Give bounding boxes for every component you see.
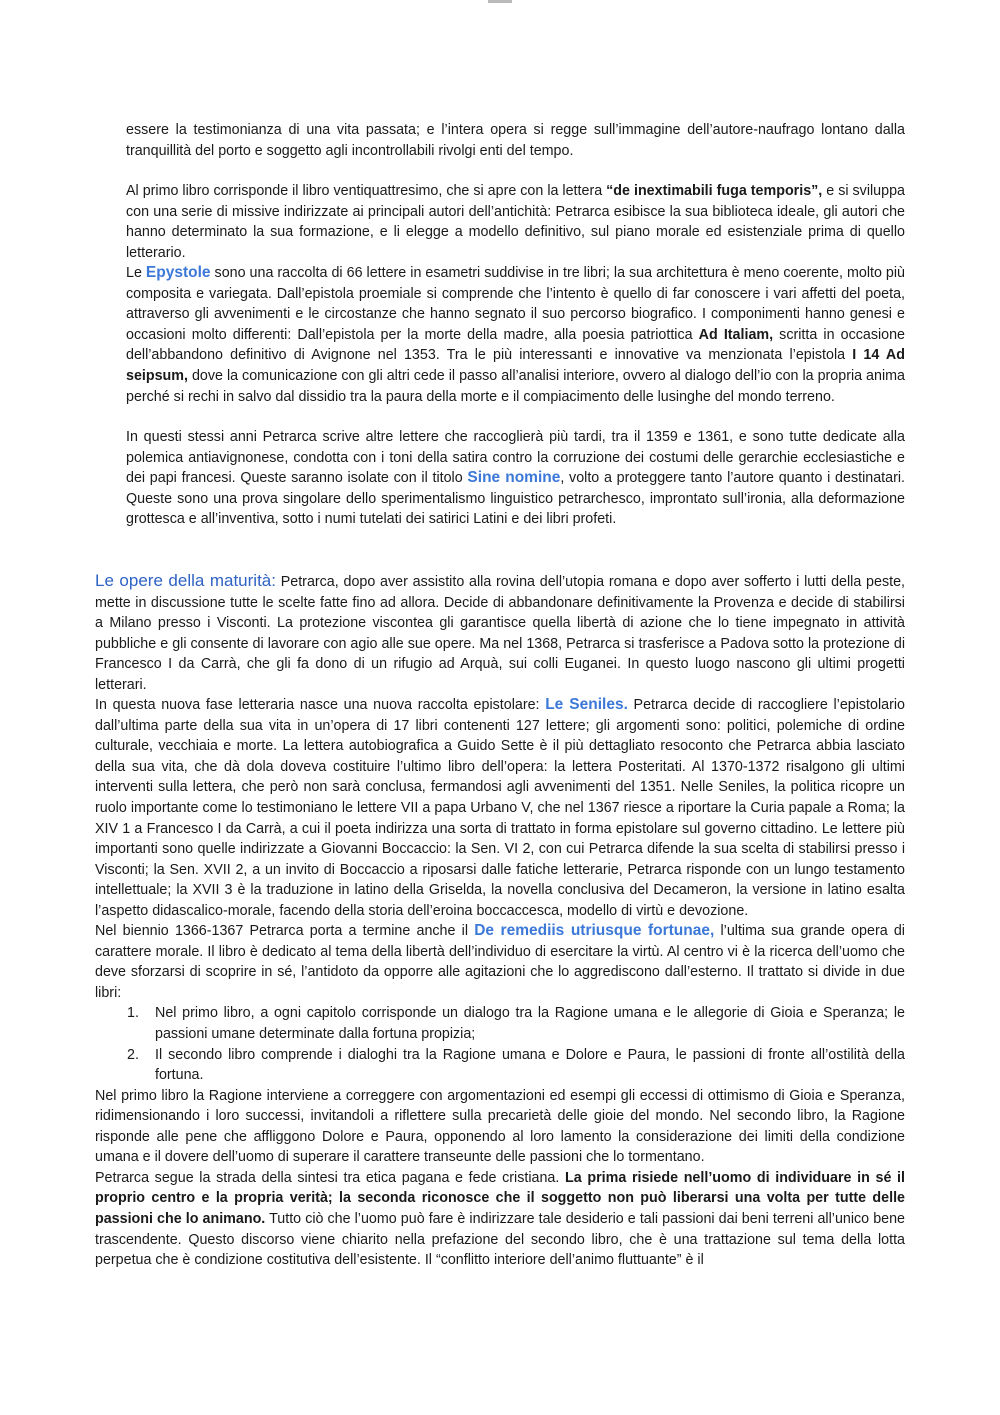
title-de-remediis: De remediis utriusque fortunae, (474, 922, 715, 940)
section-heading: Le opere della maturità: (95, 571, 276, 590)
paragraph-epystole: Le Epystole sono una raccolta di 66 lettere in esametri suddivise in tre libri; la sua architettura è meno coerente, molto più composita e variegata. Dall’epistola proemiale si comprende che l’intento è quello di far conoscere i vari affetti del poeta, attraverso gli avvenimenti e le circostanze che hanno segnato il suo percorso biografico. I componimenti hanno genesi e occasioni molto differenti: Dall’epistola per la morte della madre, alla poesia patriottica Ad Italiam, scritta in occasione dell’abbandono definitivo di Avignone nel 1353. Tra le più interessanti e innovative va menzionata l’epistola I 14 Ad seipsum, dove la comunicazione con gli altri cede il passo all’analisi interiore, ovvero al dialogo dell’io con la propria anima perché si rechi in salvo dal dissidio tra la paura della morte e il compiacimento delle lusinghe del mondo terreno. (126, 264, 906, 405)
full-width-block (95, 571, 905, 1271)
paragraph-reason: Nel primo libro la Ragione interviene a correggere con argomentazioni ed esempi gli eccessi di ottimismo di Gioia e Speranza, ridimensionando i loro successi, invitandoli a riflettere sulla precarietà delle gioie del mondo. Nel secondo libro, la Ragione risponde alle pene che affliggono Dolore e Paura, opponendo al loro lamento la considerazione dei limiti della condizione umana e il dovere dell’uomo di superare il carattere transeunte delle passioni che lo tormentano. (95, 1087, 905, 1166)
paragraph-synthesis: Petrarca segue la strada della sintesi tra etica pagana e fede cristiana. La prima risiede nell’uomo di individuare in sé il proprio centro e la propria verità; la seconda riconosce che il soggetto non può liberarsi una volta per tutte delle passioni che lo animano. Tutto ciò che l’uomo può fare è indirizzare tale desiderio e tali passioni dai beni terreni all’unico bene trascendente. Questo discorso viene chiarito nella prefazione del secondo libro, che è una trattazione sul tema della lotta perpetua che è condizione costitutiva dell’esistente. Il “conflitto interiore dell’animo fluttuante” è il (95, 1169, 905, 1269)
paragraph-seniles: In questa nuova fase letteraria nasce una nuova raccolta epistolare: Le Seniles. Petrarca decide di raccogliere l’epistolario dall’ultima parte della sua vita in un’opera di 17 libri contenenti 127 lettere; gli argomenti sono: politici, polemiche di ordine culturale, vecchiaia e morte. La lettera autobiografica a Guido Sette è il più dettagliato resoconto che Petrarca abbia lasciato della sua vita, che dà dola doveva costituire l’ultimo libro dell’opera: la lettera Posteritati. Al 1370-1372 risalgono gli ultimi interventi sulla lettera, che però non sarà conclusa, fermandosi agli avvenimenti del 1351. Nelle Seniles, la politica ricopre un ruolo importante come lo testimoniano le lettere VII a papa Urbano V, che nel 1367 riesce a riportare la Curia papale a Roma; la XIV 1 a Francesco I da Carrà, a cui il poeta indirizza una sorta di trattato in forma epistolare sul governo cittadino. Le lettere più importanti sono quelle indirizzate a Giovanni Boccaccio: la Sen. VI 2, con cui Petrarca difende la sua scelta di stabilirsi presso i Visconti; la Sen. XVII 2, a un invito di Boccaccio a riposarsi dalle fatiche letterarie, Petrarca risponde con un lungo testamento intellettuale; la XVII 3 è la traduzione in latino della Griselda, la novella conclusiva del Decameron, la versione in latino esalta l’aspetto didascalico-morale, facendo della storia dell’eroina boccaccesca, modello di virtù e devozione. (95, 696, 905, 919)
list-item: 1. Nel primo libro, a ogni capitolo corrisponde un dialogo tra la Ragione umana e le allegorie di Gioia e Speranza; le passioni umane determinate dalla fortuna propizia; (127, 1005, 905, 1043)
list-item: 2. Il secondo libro comprende i dialoghi tra la Ragione umana e Dolore e Paura, le passioni di fronte all’ostilità della fortuna. (127, 1046, 905, 1084)
indented-block (126, 120, 905, 530)
paragraph-de-remediis: Nel biennio 1366-1367 Petrarca porta a termine anche il De remediis utriusque fortunae, l’ultima sua grande opera di carattere morale. Il libro è dedicato al tema della libertà dell’individuo di esercitare la virtù. Al centro vi è la ricerca dell’uomo che deve sforzarsi di scoprire in sé, l’antidoto da opporre alle agitazioni che lo aggrediscono dall’esterno. Il trattato si divide in due libri: (95, 922, 905, 1001)
books-list (95, 1003, 905, 1085)
title-seniles: Le Seniles. (545, 696, 628, 714)
paragraph-sine-nomine: In questi stessi anni Petrarca scrive altre lettere che raccoglierà più tardi, tra il 1359 e 1361, e sono tutte dedicate alla polemica antiavignonese, condotta con i toni della satira contro la corruzione dei costumi delle gerarchie ecclesiastiche e dei papi francesi. Queste saranno isolate con il titolo Sine nomine, volto a proteggere tanto l’autore quanto i destinatari. Queste sono una prova singolare dello sperimentalismo linguistico petrarchesco, improntato sull’ironia, alla deformazione grottesca e all’inventiva, sotto i numi tutelati dei satirici Latini e dei libri profeti. (126, 429, 905, 528)
title-epystole: Epystole (145, 264, 211, 282)
title-sine-nomine: Sine nomine (467, 469, 561, 487)
header-mark (488, 0, 512, 3)
paragraph-maturity: Le opere della maturità: Petrarca, dopo aver assistito alla rovina dell’utopia romana e dopo aver sofferto i lutti della peste, mette in discussione tutte le scelte fatte fino ad allora. Decide di abbandonare definitivamente la Provenza e decide di stabilirsi a Milano presso i Visconti. La protezione viscontea gli garantisce quella libertà di azione che lo tiene impegnato in attività pubbliche e gli consente di lavorare con agio alle sue opere. Ma nel 1368, Petrarca si trasferisce a Padova sotto la protezione di Francesco I da Carrà, che gli fa dono di un rifugio ad Arquà, sui colli Euganei. In questo luogo nascono gli ultimi progetti letterari. (95, 571, 905, 693)
paragraph-shipwreck: essere la testimonianza di una vita passata; e l’intera opera si regge sull’immagine dell’autore-naufrago lontano dalla tranquillità del porto e soggetto agli incontrollabili rivolgi enti del tempo. (126, 122, 905, 159)
paragraph-book-24: Al primo libro corrisponde il libro ventiquattresimo, che si apre con la lettera “de inextimabili fuga temporis”, e si sviluppa con una serie di missive indirizzate ai principali autori dell’antichità: Petrarca esibisce la sua biblioteca ideale, gli autori che hanno determinato la sua formazione, e li elegge a modello definitivo, sul piano morale ed esistenziale prima di quello letterario. (126, 183, 905, 261)
